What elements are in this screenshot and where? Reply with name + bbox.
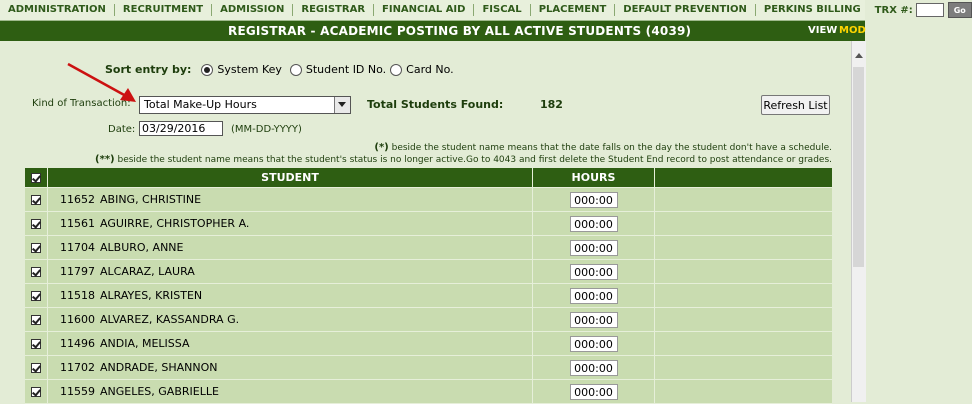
trx-input[interactable] (916, 3, 944, 17)
row-select-cell (25, 212, 48, 235)
student-id: 11561 (60, 217, 95, 230)
hours-cell (533, 356, 655, 379)
row-select-cell (25, 380, 48, 403)
hours-cell (533, 380, 655, 403)
trx-label: TRX #: (874, 4, 913, 16)
students-found-label: Total Students Found: (367, 98, 504, 111)
note2-mark: (**) (95, 154, 115, 165)
row-select-cell (25, 260, 48, 283)
scrollbar-thumb[interactable] (853, 67, 864, 267)
hours-cell (533, 236, 655, 259)
hours-input[interactable]: 000:00 (570, 216, 618, 232)
student-name: ALCARAZ, LAURA (100, 265, 195, 278)
transaction-select[interactable] (139, 96, 351, 114)
hours-input[interactable]: 000:00 (570, 288, 618, 304)
student-name: ANGELES, GABRIELLE (100, 385, 219, 398)
student-cell (48, 260, 533, 283)
table-row (25, 212, 832, 236)
note1-text: beside the student name means that the date falls on the day the student don't have a schedule. (388, 143, 832, 153)
page-title: REGISTRAR - ACADEMIC POSTING BY ALL ACTIVE STUDENTS (4039) (228, 24, 692, 38)
student-id: 11600 (60, 313, 95, 326)
chevron-down-icon[interactable] (334, 97, 350, 113)
date-input[interactable]: 03/29/2016 (139, 121, 223, 136)
empty-cell (655, 284, 832, 307)
row-checkbox[interactable] (31, 267, 41, 277)
note-inactive (95, 154, 832, 165)
student-cell (48, 332, 533, 355)
empty-cell (655, 260, 832, 283)
student-id: 11559 (60, 385, 95, 398)
row-checkbox[interactable] (31, 339, 41, 349)
header-empty (655, 168, 832, 187)
student-name: ANDIA, MELISSA (100, 337, 190, 350)
date-format-hint: (MM-DD-YYYY) (231, 124, 302, 135)
student-name: ANDRADE, SHANNON (100, 361, 218, 374)
hours-input[interactable]: 000:00 (570, 312, 618, 328)
student-cell (48, 212, 533, 235)
student-id: 11496 (60, 337, 95, 350)
table-row (25, 308, 832, 332)
row-select-cell (25, 332, 48, 355)
empty-cell (655, 188, 832, 211)
empty-cell (655, 332, 832, 355)
date-label: Date: (108, 124, 136, 135)
student-id: 11797 (60, 265, 95, 278)
radio-card-no[interactable] (390, 64, 402, 76)
student-cell (48, 284, 533, 307)
row-checkbox[interactable] (31, 243, 41, 253)
student-cell (48, 356, 533, 379)
go-button[interactable]: Go (948, 2, 972, 18)
student-cell (48, 236, 533, 259)
hours-input[interactable]: 000:00 (570, 336, 618, 352)
student-name: ALBURO, ANNE (100, 241, 184, 254)
nav-default-prevention[interactable]: DEFAULT PREVENTION (615, 4, 756, 16)
student-name: AGUIRRE, CHRISTOPHER A. (100, 217, 250, 230)
nav-fiscal[interactable]: FISCAL (474, 4, 530, 16)
note1-mark: (*) (374, 142, 389, 153)
hours-input[interactable]: 000:00 (570, 360, 618, 376)
option-system-key-label: System Key (217, 63, 282, 76)
trx-group (869, 2, 972, 18)
row-checkbox[interactable] (31, 219, 41, 229)
header-select-cell (25, 168, 48, 187)
student-id: 11652 (60, 193, 95, 206)
row-select-cell (25, 284, 48, 307)
table-row (25, 356, 832, 380)
empty-cell (655, 380, 832, 403)
table-body (25, 188, 832, 404)
row-checkbox[interactable] (31, 195, 41, 205)
note2-text: beside the student name means that the student's status is no longer active.Go to 4043 and first delete the Student End record to post attendance or grades. (114, 155, 832, 165)
student-cell (48, 380, 533, 403)
students-table (25, 168, 832, 404)
hours-cell (533, 212, 655, 235)
table-row (25, 260, 832, 284)
hours-cell (533, 284, 655, 307)
hours-cell (533, 260, 655, 283)
student-cell (48, 308, 533, 331)
empty-cell (655, 212, 832, 235)
header-hours: HOURS (533, 168, 655, 187)
hours-input[interactable]: 000:00 (570, 240, 618, 256)
hours-input[interactable]: 000:00 (570, 384, 618, 400)
students-found-count: 182 (540, 98, 563, 111)
table-row (25, 332, 832, 356)
option-student-id-label: Student ID No. (305, 63, 387, 76)
sort-options (105, 63, 454, 76)
student-name: ABING, CHRISTINE (100, 193, 202, 206)
nav-financial-aid[interactable]: FINANCIAL AID (374, 4, 474, 16)
sort-label: Sort entry by: (105, 63, 192, 76)
radio-system-key[interactable] (201, 64, 213, 76)
hours-cell (533, 308, 655, 331)
hours-cell (533, 332, 655, 355)
row-select-cell (25, 188, 48, 211)
top-nav (0, 0, 966, 21)
hours-cell (533, 188, 655, 211)
student-id: 11702 (60, 361, 95, 374)
nav-admission[interactable]: ADMISSION (212, 4, 293, 16)
select-all-checkbox[interactable] (31, 173, 41, 183)
table-row (25, 188, 832, 212)
nav-recruitment[interactable]: RECRUITMENT (115, 4, 212, 16)
row-checkbox[interactable] (31, 387, 41, 397)
title-bar (0, 21, 865, 41)
nav-placement[interactable]: PLACEMENT (531, 4, 616, 16)
table-row (25, 284, 832, 308)
empty-cell (655, 308, 832, 331)
table-row (25, 380, 832, 404)
view-link[interactable]: VIEW (808, 25, 838, 36)
student-id: 11704 (60, 241, 95, 254)
row-select-cell (25, 356, 48, 379)
table-header (25, 168, 832, 188)
empty-cell (655, 236, 832, 259)
student-id: 11518 (60, 289, 95, 302)
transaction-label: Kind of Transaction: (32, 98, 131, 109)
empty-cell (655, 356, 832, 379)
row-checkbox[interactable] (31, 363, 41, 373)
nav-administration[interactable]: ADMINISTRATION (0, 4, 115, 16)
row-checkbox[interactable] (31, 315, 41, 325)
student-cell (48, 188, 533, 211)
refresh-list-button[interactable]: Refresh List (761, 95, 830, 115)
row-select-cell (25, 308, 48, 331)
header-student: STUDENT (48, 168, 533, 187)
mod-link[interactable]: MOD (839, 25, 866, 36)
note-no-schedule (374, 142, 832, 153)
row-checkbox[interactable] (31, 291, 41, 301)
nav-perkins-billing[interactable]: PERKINS BILLING (763, 4, 861, 15)
hours-input[interactable]: 000:00 (570, 192, 618, 208)
option-card-no-label: Card No. (406, 63, 454, 76)
table-row (25, 236, 832, 260)
scroll-up-icon[interactable] (855, 53, 863, 58)
radio-student-id[interactable] (290, 64, 302, 76)
student-name: ALVAREZ, KASSANDRA G. (100, 313, 240, 326)
row-select-cell (25, 236, 48, 259)
nav-registrar[interactable]: REGISTRAR (293, 4, 374, 16)
vertical-scrollbar[interactable] (851, 41, 866, 402)
hours-input[interactable]: 000:00 (570, 264, 618, 280)
transaction-value: Total Make-Up Hours (144, 98, 257, 111)
student-name: ALRAYES, KRISTEN (100, 289, 203, 302)
